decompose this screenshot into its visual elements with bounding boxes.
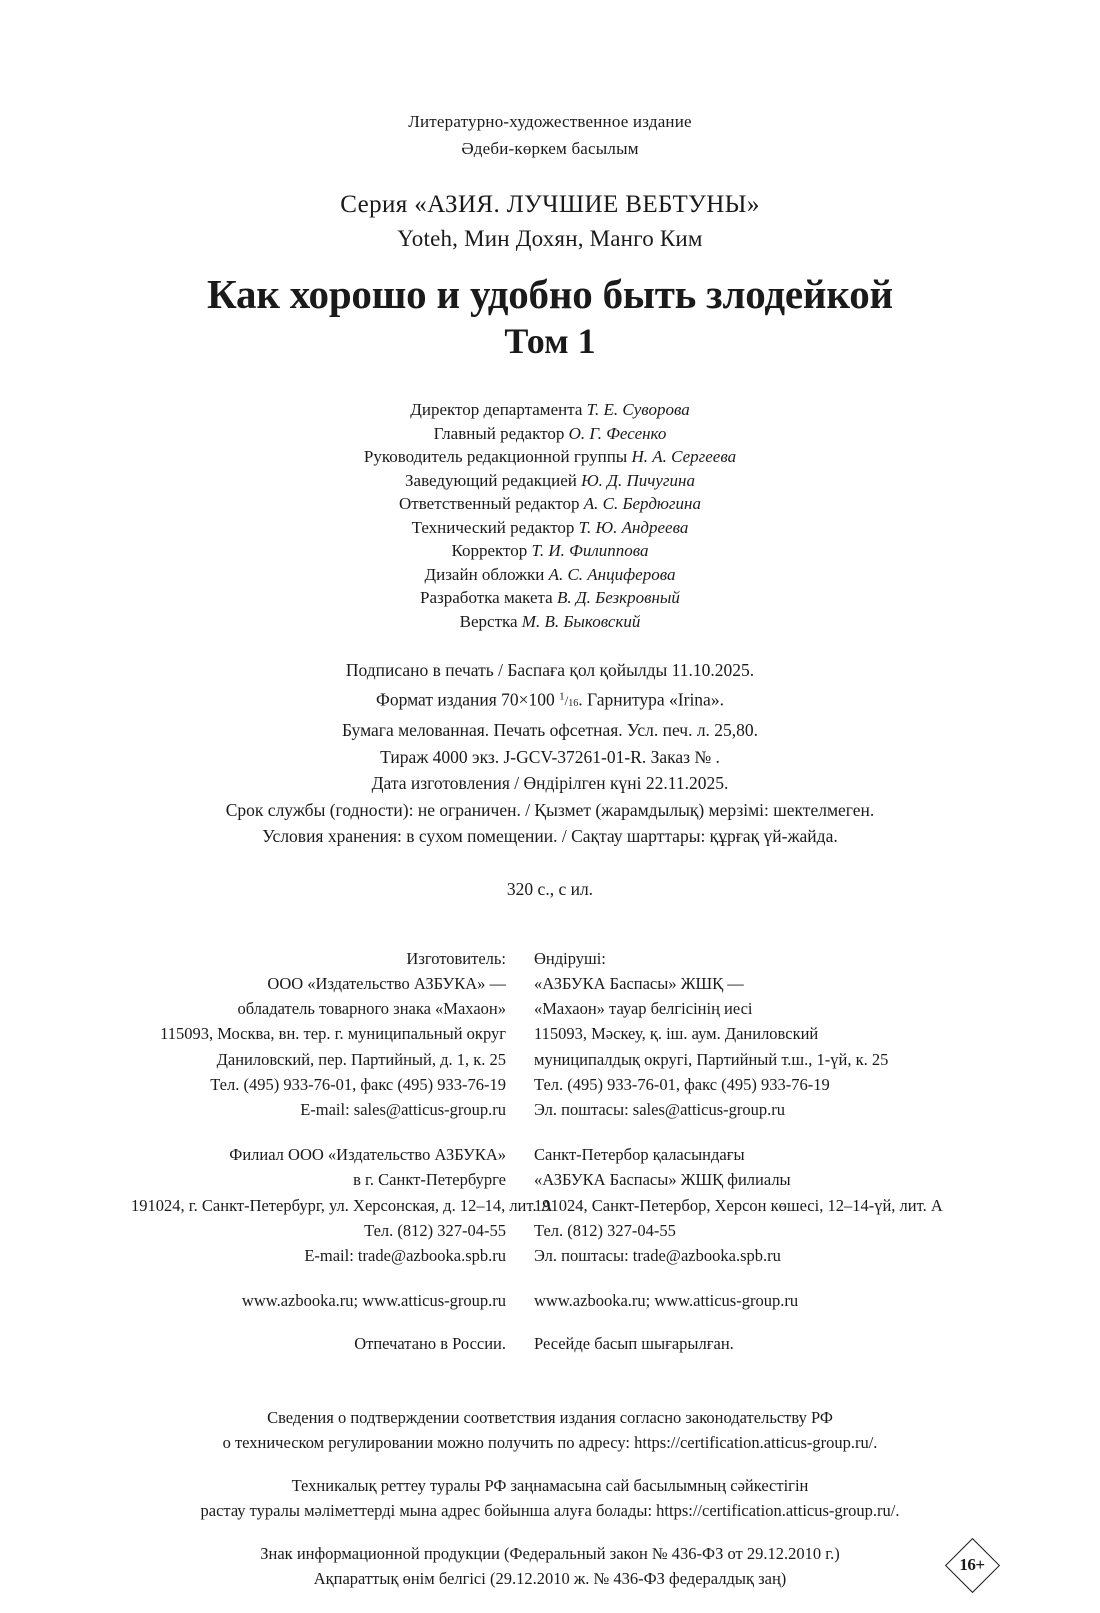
certification-ru-line2: о техническом регулировании можно получить по адресу: https://certification.atticus-group.ru/. (222, 1433, 878, 1453)
credit-row (0, 539, 1100, 563)
credit-row (0, 492, 1100, 516)
format-label: Формат издания 70×100 (376, 688, 560, 709)
publisher-line: Даниловский, пер. Партийный, д. 1, к. 25 (216, 1049, 506, 1069)
signed-to-print-label: Подписано в печать / Баспаға қол қойылды (345, 660, 672, 680)
publisher-line: обладатель товарного знака «Махаон» (237, 999, 506, 1019)
credit-role: Верстка (459, 611, 518, 631)
publisher-head-office-ru (131, 946, 506, 1122)
credit-row (0, 563, 1100, 587)
certification-kk-line2: растау туралы мәліметтерді мына адрес бойынша алуға болады: https://certification.atticus-group.ru/. (200, 1501, 900, 1521)
printed-in-ru: Отпечатано в России. (354, 1334, 506, 1354)
website-kk[interactable]: www.azbooka.ru; www.atticus-group.ru (534, 1291, 799, 1311)
manufacture-date-line: Дата изготовления / Өндірілген күні 22.11.2025. (371, 773, 729, 794)
signed-to-print-date: 11.10.2025. (671, 660, 755, 680)
edition-type-kk: Әдеби-көркем басылым (461, 139, 639, 158)
credit-row (0, 610, 1100, 634)
format-fraction-denominator: 16 (568, 697, 579, 709)
age-rating-badge-icon (946, 1539, 998, 1591)
credit-person: М. В. Быковский (521, 611, 641, 631)
branch-phone: Тел. (812) 327-04-55 (534, 1220, 676, 1240)
format-line (0, 684, 1100, 718)
credit-role: Технический редактор (411, 517, 579, 537)
printed-in-row (0, 1331, 1100, 1356)
credit-person: А. С. Анциферова (548, 564, 676, 584)
credit-role: Корректор (451, 541, 528, 560)
publisher-email: E-mail: sales@atticus-group.ru (300, 1100, 506, 1120)
publisher-phone: Тел. (495) 933-76-01, факс (495) 933-76-19 (210, 1074, 506, 1094)
credit-role: Разработка макета (420, 588, 553, 607)
page-count-note: 320 с., с ил. (506, 878, 594, 899)
publisher-email: Эл. поштасы: sales@atticus-group.ru (534, 1100, 785, 1120)
page-title: Как хорошо и удобно быть злодейкой (207, 271, 893, 317)
series-name: Серия «АЗИЯ. ЛУЧШИЕ ВЕБТУНЫ» (340, 191, 760, 218)
publisher-column-ru (131, 946, 553, 1268)
publisher-branch-ru (131, 1142, 553, 1268)
certification-kk-line1: Техникалық реттеу туралы РФ заңнамасына сай басылымның сәйкестігін (291, 1475, 809, 1495)
publisher-line: муниципалдық округі, Партийный т.ш., 1-үй, к. 25 (534, 1049, 889, 1069)
website-ru[interactable]: www.azbooka.ru; www.atticus-group.ru (241, 1291, 506, 1311)
credit-person: А. С. Бердюгина (583, 494, 701, 513)
credit-role: Руководитель редакционной группы (363, 447, 628, 466)
certification-block (0, 1405, 1100, 1592)
credit-person: Н. А. Сергеева (631, 447, 737, 466)
credit-row (0, 422, 1100, 446)
certification-kk (0, 1473, 1100, 1524)
series-block (0, 188, 1100, 256)
storage-conditions-line: Условия хранения: в сухом помещении. / Сақтау шарттары: құрғақ үй-жайда. (262, 826, 838, 847)
format-fraction-numerator: 1 (559, 690, 565, 703)
branch-email: E-mail: trade@azbooka.spb.ru (304, 1246, 506, 1266)
age-rating-ru: Знак информационной продукции (Федеральный закон № 436-ФЗ от 29.12.2010 г.) (260, 1543, 840, 1563)
credit-row (0, 445, 1100, 469)
publisher-details (0, 946, 1100, 1268)
branch-line: Санкт-Петербор қаласындағы (534, 1145, 745, 1165)
credit-row (0, 469, 1100, 493)
credit-person: Т. И. Филиппова (531, 541, 649, 560)
credit-person: Ю. Д. Пичугина (581, 470, 695, 490)
publisher-line: «Махаон» тауар белгісінің иесі (534, 999, 753, 1019)
credit-role: Дизайн обложки (424, 564, 545, 584)
branch-line: Филиал ООО «Издательство АЗБУКА» (229, 1145, 506, 1165)
credit-row (0, 586, 1100, 610)
typeface-label: . Гарнитура «Irina». (578, 688, 724, 709)
publisher-line: 115093, Мәскеу, қ. іш. аум. Даниловский (534, 1024, 819, 1044)
publisher-line: ООО «Издательство АЗБУКА» — (267, 974, 506, 994)
status-badge: 16+ (959, 1554, 985, 1574)
book-title-block (0, 270, 1100, 364)
volume-label: Том 1 (504, 321, 596, 361)
imprint-details (0, 657, 1100, 850)
edition-type-ru: Литературно-художественное издание (408, 112, 692, 131)
circulation-line: Тираж 4000 экз. J-GCV-37261-01-R. Заказ № . (380, 746, 720, 767)
branch-line: в г. Санкт-Петербурге (353, 1170, 506, 1190)
publisher-line: «АЗБУКА Баспасы» ЖШҚ — (534, 974, 744, 994)
branch-address: 191024, г. Санкт-Петербург, ул. Херсонская, д. 12–14, лит. А (131, 1195, 553, 1215)
age-rating-block (0, 1541, 1100, 1592)
credit-role: Ответственный редактор (399, 494, 580, 513)
age-rating-kk: Ақпараттық өнім белгісі (29.12.2010 ж. № 436-ФЗ федералдық заң) (313, 1569, 787, 1589)
authors-list: Yoteh, Мин Дохян, Манго Ким (397, 226, 703, 251)
format-fraction: $^1$/16 (559, 690, 579, 709)
publisher-branch-kk (534, 1142, 969, 1268)
credit-role: Директор департамента (410, 400, 583, 419)
credit-person: Т. Е. Суворова (586, 400, 690, 419)
service-life-line: Срок службы (годности): не ограничен. / Қызмет (жарамдылық) мерзімі: шектелмеген. (225, 799, 875, 820)
manufacturer-label-kk: Өндіруші: (534, 948, 606, 968)
certification-ru-line1: Сведения о подтверждении соответствия издания согласно законодательству РФ (267, 1407, 833, 1427)
publisher-phone: Тел. (495) 933-76-01, факс (495) 933-76-19 (534, 1074, 830, 1094)
branch-line: «АЗБУКА Баспасы» ЖШҚ филиалы (534, 1170, 791, 1190)
credit-role: Заведующий редакцией (405, 470, 577, 490)
credit-person: О. Г. Фесенко (568, 423, 667, 443)
branch-phone: Тел. (812) 327-04-55 (364, 1220, 506, 1240)
printed-in-kk: Ресейде басып шығарылған. (534, 1334, 734, 1354)
branch-address: 191024, Санкт-Петербор, Херсон көшесі, 12–14-үй, лит. А (534, 1195, 943, 1215)
publisher-head-office-kk (534, 946, 969, 1122)
certification-ru (0, 1405, 1100, 1456)
edition-header (0, 0, 1100, 162)
credits-list (0, 398, 1100, 633)
publisher-column-kk (520, 946, 969, 1268)
credit-row (0, 398, 1100, 422)
branch-email: Эл. поштасы: trade@azbooka.spb.ru (534, 1246, 781, 1266)
paper-line: Бумага мелованная. Печать офсетная. Усл. печ. л. 25,80. (341, 720, 759, 741)
website-row (0, 1288, 1100, 1313)
credit-person: В. Д. Безкровный (556, 588, 680, 607)
signed-to-print-line (0, 657, 1100, 684)
credit-row (0, 516, 1100, 540)
credit-role: Главный редактор (433, 423, 565, 443)
manufacturer-label-ru: Изготовитель: (406, 948, 506, 968)
publisher-line: 115093, Москва, вн. тер. г. муниципальный округ (160, 1024, 506, 1044)
credit-person: Т. Ю. Андреева (578, 517, 689, 537)
